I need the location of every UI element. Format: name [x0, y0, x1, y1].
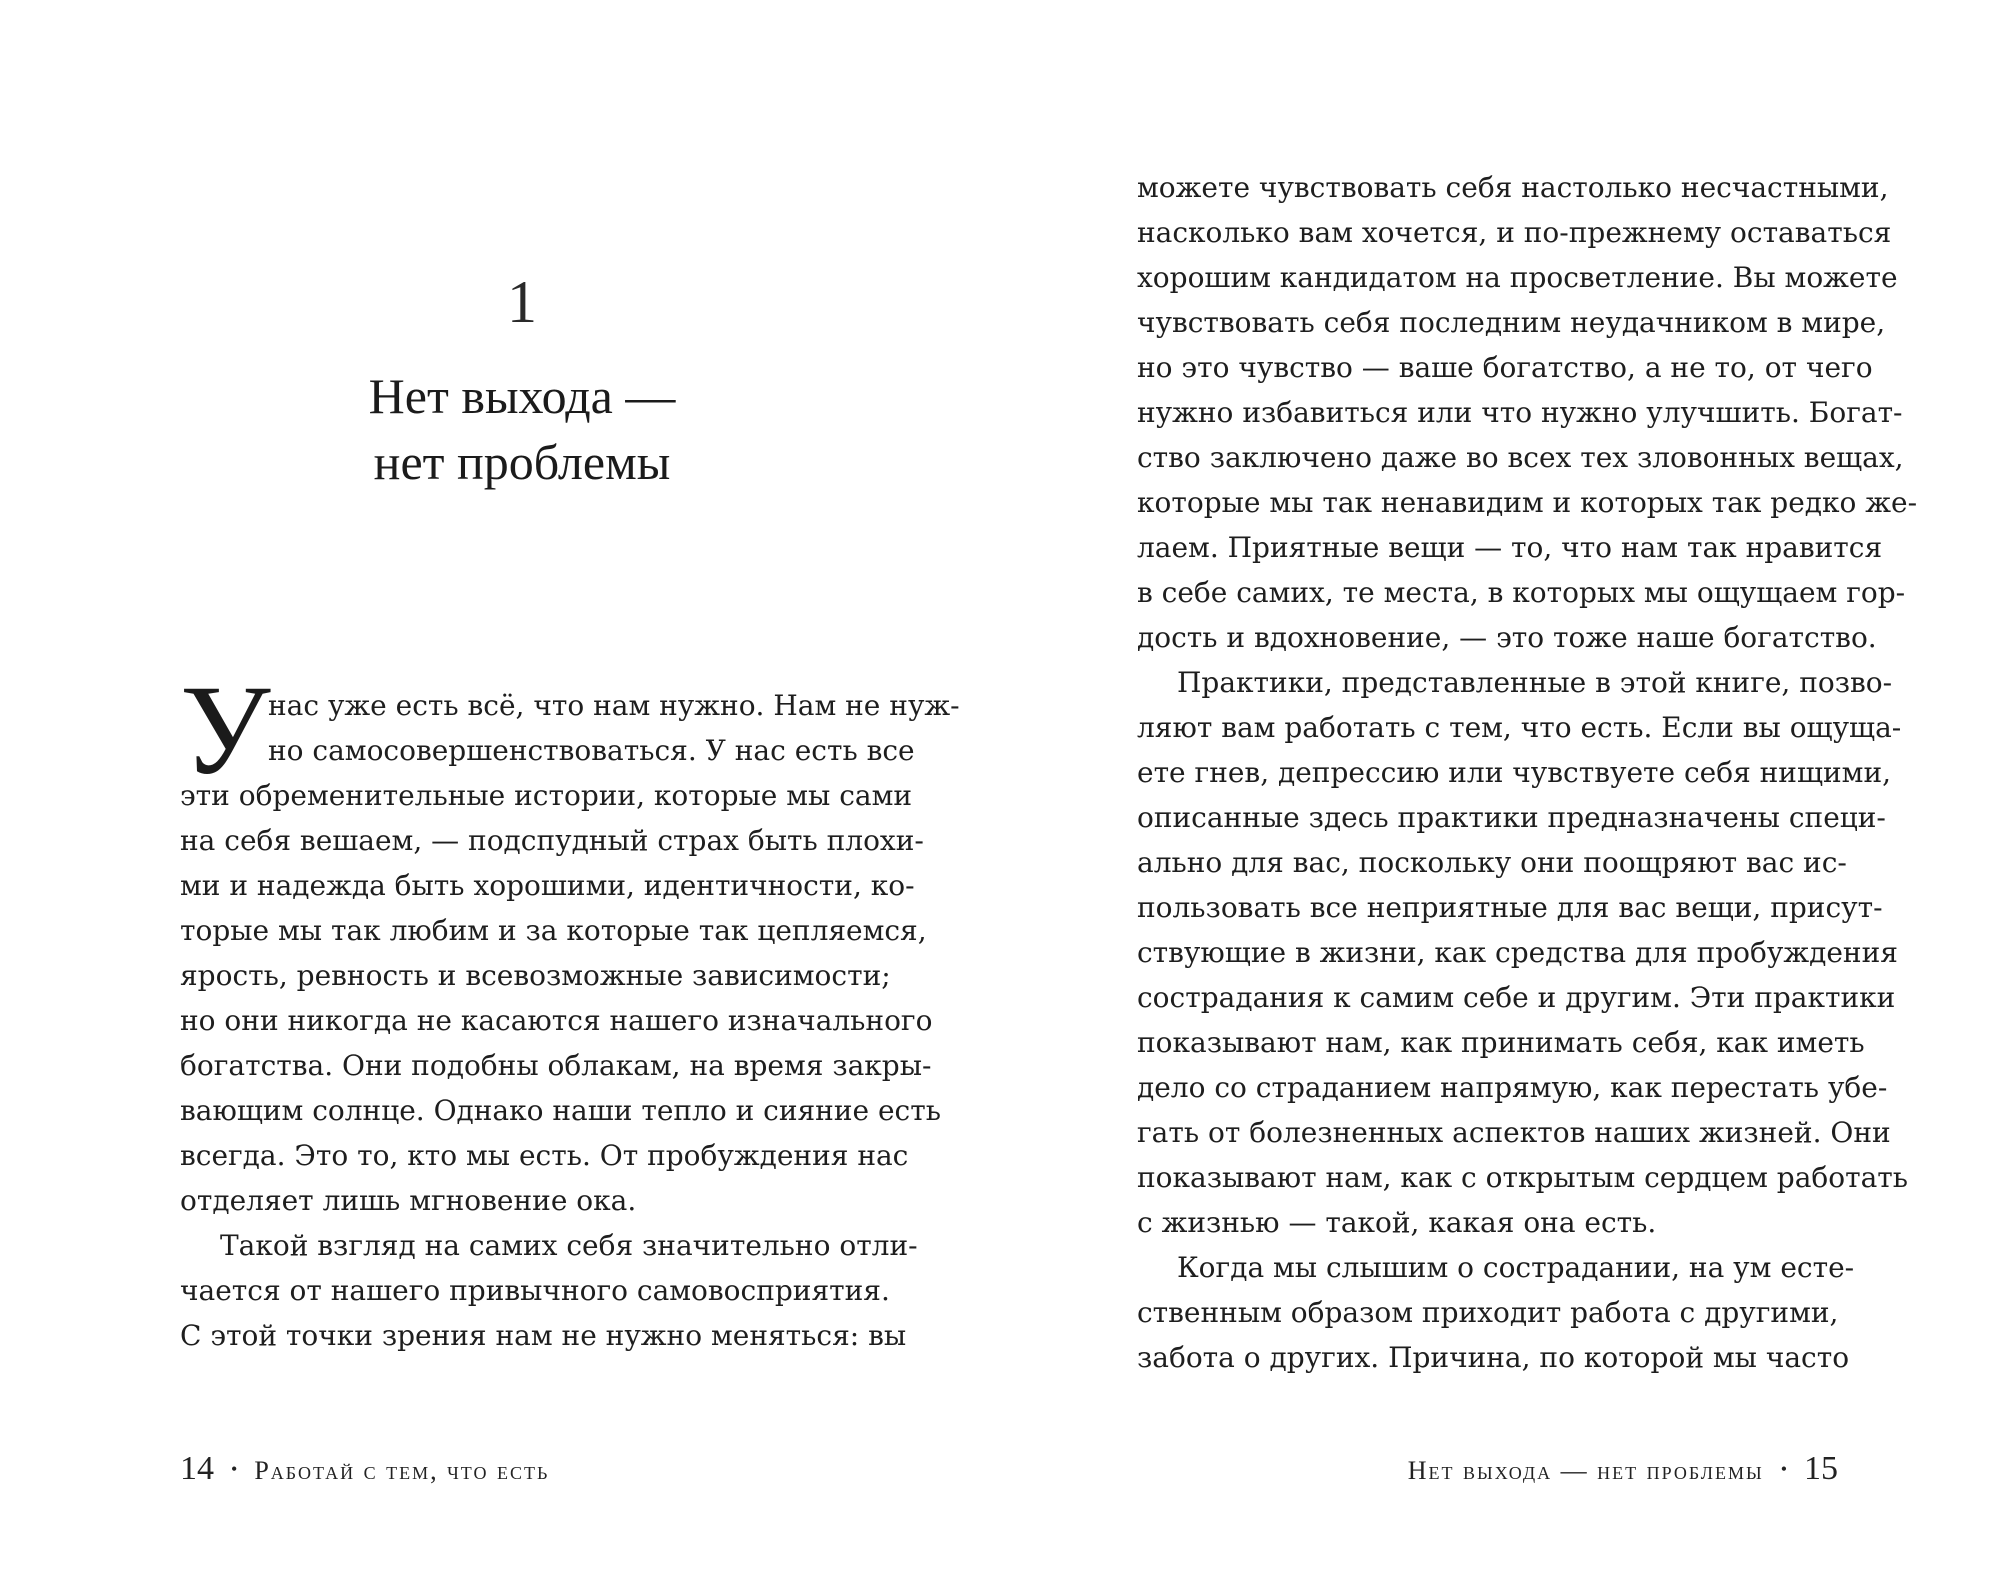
chapter-number: 1 — [507, 269, 537, 335]
body-line: Практики, представленные в этой книге, позво- — [1177, 666, 1893, 699]
body-line: можете чувствовать себя настолько несчастными, — [1137, 171, 1889, 204]
body-line: дело со страданием напрямую, как перестать убе- — [1137, 1071, 1888, 1104]
body-line: описанные здесь практики предназначены специ- — [1137, 801, 1886, 834]
body-line: Когда мы слышим о сострадании, на ум есте- — [1177, 1251, 1855, 1284]
bullet-separator: • — [231, 1459, 238, 1479]
body-line: вающим солнце. Однако наши тепло и сияние есть — [180, 1094, 941, 1127]
body-line: но они никогда не касаются нашего изначального — [180, 1004, 933, 1037]
body-line: торые мы так любим и за которые так цепляемся, — [180, 914, 927, 947]
running-head-title: Нет выхода — нет проблемы — [1407, 1456, 1764, 1485]
page-number: 14 — [180, 1450, 214, 1487]
body-line: нужно избавиться или что нужно улучшить. Богат- — [1137, 396, 1903, 429]
body-line: ство заключено даже во всех тех зловонных вещах, — [1137, 441, 1904, 474]
body-line: ляют вам работать с тем, что есть. Если вы ощуща- — [1137, 711, 1902, 744]
body-line: дость и вдохновение, — это тоже наше богатство. — [1137, 621, 1877, 654]
body-line: ярость, ревность и всевозможные зависимости; — [180, 959, 891, 992]
body-line: насколько вам хочется, и по-прежнему оставаться — [1137, 216, 1892, 249]
chapter-title-line: нет проблемы — [373, 434, 671, 490]
body-line: чается от нашего привычного самовосприятия. — [180, 1274, 890, 1307]
chapter-title — [369, 363, 676, 495]
body-line: Такой взгляд на самих себя значительно отли- — [220, 1229, 918, 1262]
body-line: С этой точки зрения нам не нужно меняться: вы — [180, 1319, 907, 1352]
body-line: ете гнев, депрессию или чувствуете себя нищими, — [1137, 756, 1892, 789]
body-line: ствующие в жизни, как средства для пробуждения — [1137, 936, 1898, 969]
body-line: эти обременительные истории, которые мы сами — [180, 779, 913, 812]
body-line: нас уже есть всё, что нам нужно. Нам не нуж- — [268, 689, 960, 722]
body-line: всегда. Это то, кто мы есть. От пробуждения нас — [180, 1139, 909, 1172]
body-line: ми и надежда быть хорошими, идентичности, ко- — [180, 869, 915, 902]
body-line: богатства. Они подобны облакам, на время закры- — [180, 1049, 932, 1082]
body-line: отделяет лишь мгновение ока. — [180, 1184, 637, 1217]
body-line: гать от болезненных аспектов наших жизней. Они — [1137, 1116, 1891, 1149]
right-page — [995, 0, 1990, 1582]
body-line: которые мы так ненавидим и которых так редко же- — [1137, 486, 1918, 519]
body-line: на себя вешаем, — подспудный страх быть плохи- — [180, 824, 924, 857]
body-line: сострадания к самим себе и другим. Эти практики — [1137, 981, 1896, 1014]
page-number: 15 — [1804, 1450, 1838, 1487]
left-running-head — [180, 1450, 549, 1488]
body-line: ально для вас, поскольку они поощряют вас ис- — [1137, 846, 1847, 879]
chapter-title-line: Нет выхода — — [368, 368, 676, 424]
body-line: в себе самих, те места, в которых мы ощущаем гор- — [1137, 576, 1906, 609]
body-line: но самосовершенствоваться. У нас есть все — [268, 734, 915, 767]
body-line: лаем. Приятные вещи — то, что нам так нравится — [1137, 531, 1883, 564]
running-head-title: Работай с тем, что есть — [254, 1456, 550, 1485]
body-line: ственным образом приходит работа с другими, — [1137, 1296, 1839, 1329]
body-line: но это чувство — ваше богатство, а не то, от чего — [1137, 351, 1873, 384]
body-line: пользовать все неприятные для вас вещи, присут- — [1137, 891, 1883, 924]
bullet-separator: • — [1780, 1459, 1787, 1479]
body-line: хорошим кандидатом на просветление. Вы можете — [1137, 261, 1898, 294]
body-line: показывают нам, как с открытым сердцем работать — [1137, 1161, 1909, 1194]
drop-cap: У — [180, 659, 271, 801]
body-line: чувствовать себя последним неудачником в мире, — [1137, 306, 1886, 339]
body-line: забота о других. Причина, по которой мы часто — [1137, 1341, 1850, 1374]
body-line: с жизнью — такой, какая она есть. — [1137, 1206, 1657, 1239]
right-running-head — [1408, 1450, 1838, 1488]
body-line: показывают нам, как принимать себя, как иметь — [1137, 1026, 1865, 1059]
